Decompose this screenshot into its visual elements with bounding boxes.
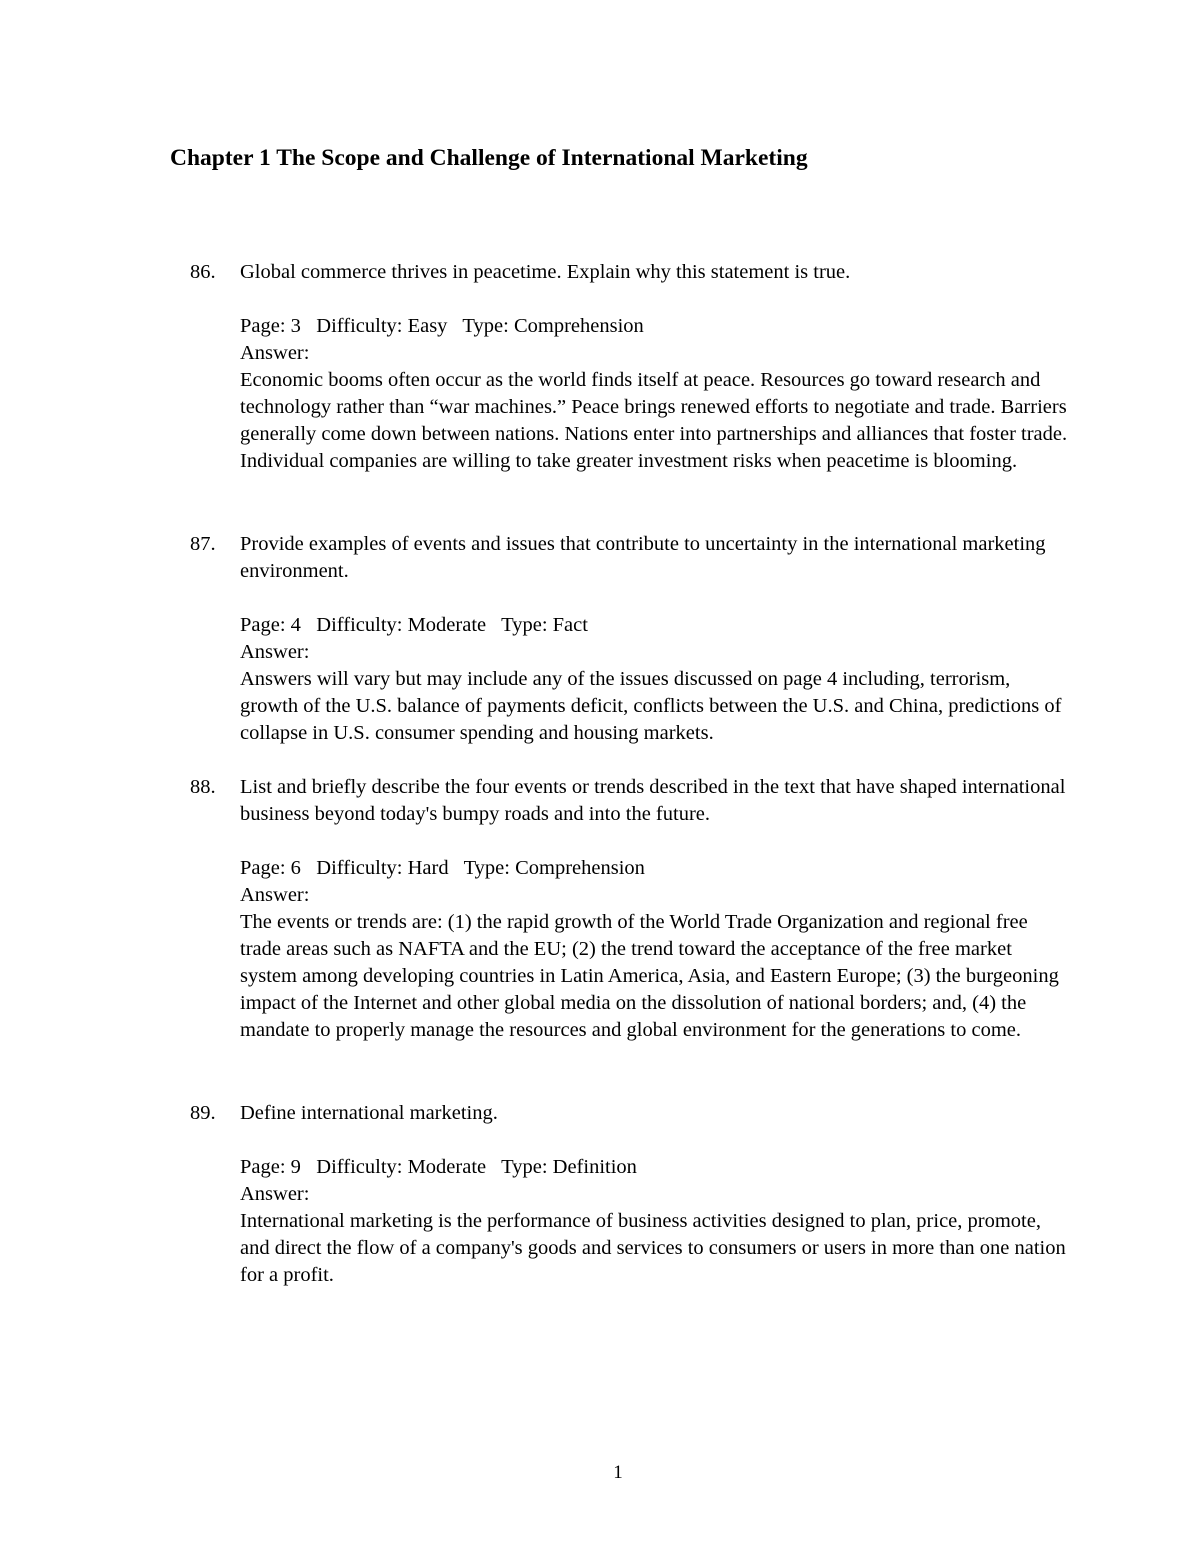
answer-text: International marketing is the performance of business activities designed to plan, price, promote, and direct the flow of a company's goods and services to consumers or users in more than one nation for a profit. xyxy=(240,1210,1066,1286)
page-number: 1 xyxy=(613,1462,623,1483)
question-number: 88. xyxy=(190,776,216,798)
answer-label: Answer: xyxy=(240,342,310,364)
question-meta: Page: 9 Difficulty: Moderate Type: Definition xyxy=(240,1156,637,1178)
question-body xyxy=(240,774,1070,1044)
question-88 xyxy=(190,774,1070,1044)
answer-label: Answer: xyxy=(240,884,310,906)
question-number: 87. xyxy=(190,533,216,555)
question-text: List and briefly describe the four events or trends described in the text that have shaped international business beyond today's bumpy roads and into the future. xyxy=(240,776,1066,825)
question-86 xyxy=(190,259,1070,475)
question-89 xyxy=(190,1100,1070,1289)
answer-text: Answers will vary but may include any of the issues discussed on page 4 including, terrorism, growth of the U.S. balance of payments deficit, conflicts between the U.S. and China, predictions of collapse in U.S. consumer spending and housing markets. xyxy=(240,668,1062,744)
question-87 xyxy=(190,531,1070,747)
answer-label: Answer: xyxy=(240,1183,310,1205)
question-text: Define international marketing. xyxy=(240,1102,498,1124)
answer-text: Economic booms often occur as the world finds itself at peace. Resources go toward research and technology rather than “war machines.” Peace brings renewed efforts to negotiate and trade. Barriers generally come down between nations. Nations enter into partnerships and alliances that foster trade. Individual companies are willing to take greater investment risks when peacetime is blooming. xyxy=(240,369,1068,472)
question-number: 89. xyxy=(190,1102,216,1124)
question-number: 86. xyxy=(190,261,216,283)
page-title: Chapter 1 The Scope and Challenge of International Marketing xyxy=(170,145,808,171)
question-body xyxy=(240,531,1070,747)
question-meta: Page: 6 Difficulty: Hard Type: Comprehension xyxy=(240,857,645,879)
question-body xyxy=(240,1100,1070,1289)
question-meta: Page: 4 Difficulty: Moderate Type: Fact xyxy=(240,614,588,636)
question-body xyxy=(240,259,1070,475)
question-text: Global commerce thrives in peacetime. Explain why this statement is true. xyxy=(240,261,851,283)
answer-text: The events or trends are: (1) the rapid growth of the World Trade Organization and regional free trade areas such as NAFTA and the EU; (2) the trend toward the acceptance of the free market system among developing countries in Latin America, Asia, and Eastern Europe; (3) the burgeoning impact of the Internet and other global media on the dissolution of national borders; and, (4) the mandate to properly manage the resources and global environment for the generations to come. xyxy=(240,911,1059,1041)
question-text: Provide examples of events and issues that contribute to uncertainty in the international marketing environment. xyxy=(240,533,1046,582)
question-meta: Page: 3 Difficulty: Easy Type: Comprehension xyxy=(240,315,644,337)
answer-label: Answer: xyxy=(240,641,310,663)
